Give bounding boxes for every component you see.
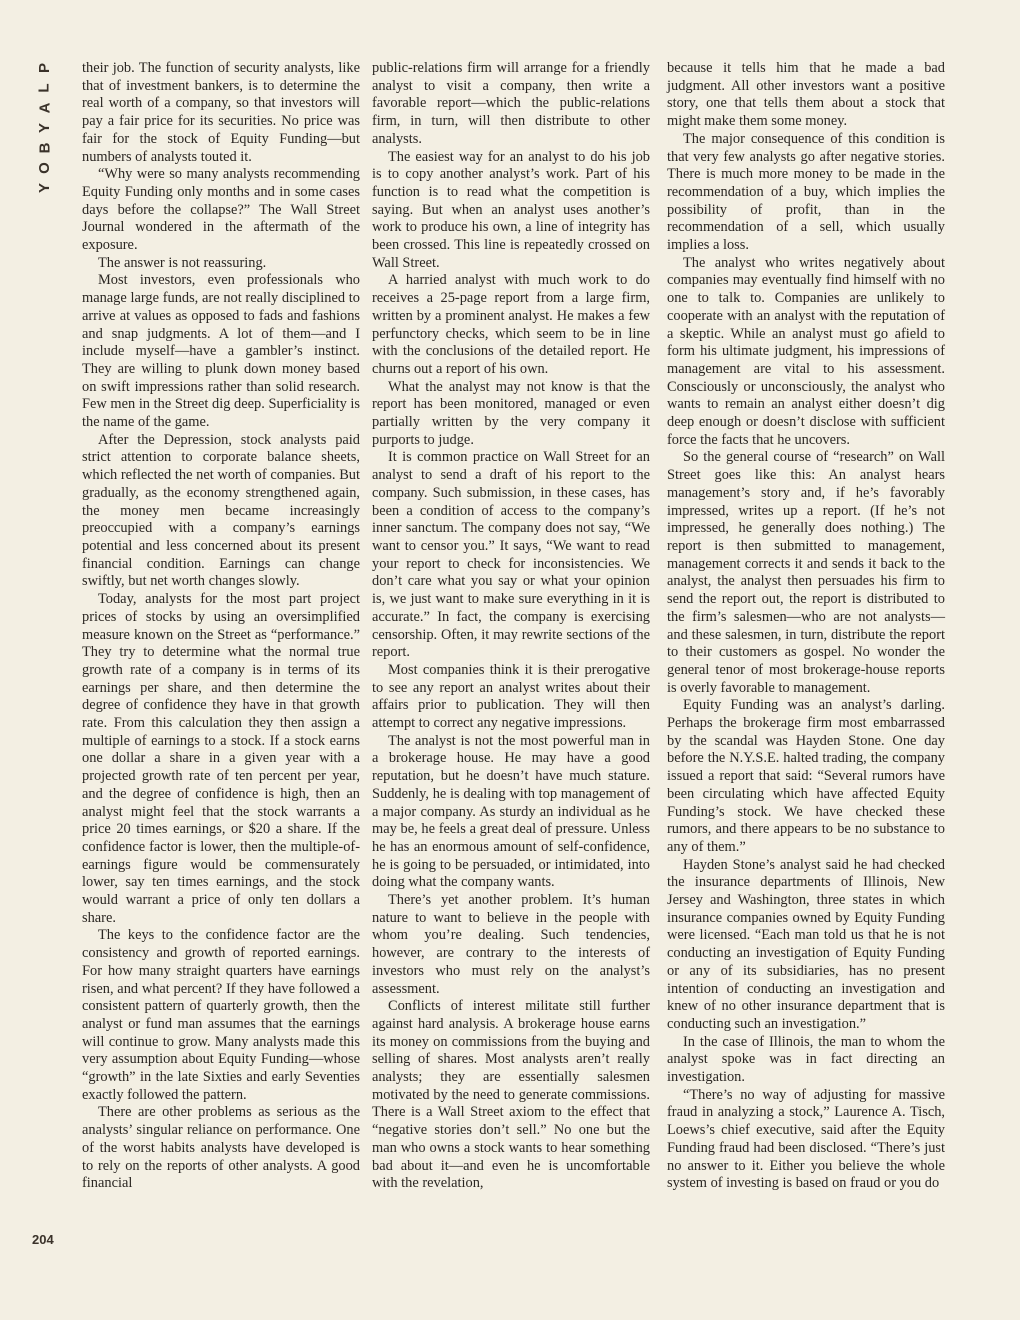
paragraph: The major consequence of this condition is that very few analysts go after negative stories. There is much more money to be made in the recommendation of a buy, which implies the possibility of profit, than in the recommendation of a sell, which usually implies a loss. [667, 130, 945, 254]
paragraph: There are other problems as serious as the analysts’ singular reliance on performance. One of the worst habits analysts have developed is to rely on the reports of other analysts. A good financial [82, 1104, 360, 1192]
paragraph: Most companies think it is their prerogative to see any report an analyst writes about their affairs prior to publication. They will then attempt to correct any negative impressions. [372, 661, 650, 732]
logo-letter: A [36, 102, 53, 114]
paragraph: Today, analysts for the most part project prices of stocks by using an oversimplified measure known on the Street as “performance.” They try to determine what the normal true growth rate of a company is in terms of its earnings per share, and then determine the degree of confidence they have in that growth rate. From this calculation they then assign a multiple of earnings to a stock. If a stock earns one dollar a share in a given year with a projected growth rate of ten percent per year, and the degree of confidence is high, then an analyst might feel that the stock warrants a price 20 times earnings, or $20 a share. If the confidence factor is lower, then the multiple-of-earnings figure would be commensurately lower, say ten times earnings, and the stock would warrant a price of only ten dollars a share. [82, 591, 360, 926]
paragraph: The answer is not reassuring. [98, 254, 267, 271]
paragraph: There’s yet another problem. It’s human nature to want to believe in the people with whom you’re dealing. Such tendencies, however, are contrary to the interests of investors who must rely on the analyst’s assessment. [372, 892, 650, 997]
magazine-logo-vertical [30, 58, 60, 198]
paragraph: A harried analyst with much work to do receives a 25-page report from a large firm, written by a prominent analyst. He makes a few perfunctory checks, which seem to be in line with the conclusions of the detailed report. He churns out a report of his own. [372, 272, 650, 377]
paragraph: What the analyst may not know is that the report has been monitored, managed or even partially written by the very company it purports to judge. [372, 378, 650, 448]
logo-letter: O [35, 162, 53, 174]
paragraph: their job. The function of security analysts, like that of investment bankers, is to determine the real worth of a company, so that investors will pay a fair price for its securities. No price was fair for the stock of Equity Funding—but numbers of analysts touted it. [82, 60, 360, 165]
paragraph: So the general course of “research” on Wall Street goes like this: An analyst hears management’s story and, if he’s favorably impressed, writes up a report. (If he’s not impressed, he generally does nothing.) The report is then submitted to management, management corrects it and sends it back to the analyst, the analyst then persuades his firm to send the report out, the report is distributed to the firm’s salesmen—who are not analysts—and these salesmen, in turn, distribute the report to their customers as gospel. No wonder the general tenor of most brokerage-house reports is overly favorable to management. [667, 449, 945, 696]
paragraph: Conflicts of interest militate still further against hard analysis. A brokerage house earns its money on commissions from the buying and selling of shares. Most analysts aren’t really analysts; they are essentially salesmen motivated by the need to generate commissions. There is a Wall Street axiom to the effect that “negative stories don’t sell.” No one but the man who owns a stock wants to hear something bad about it—and even he is uncomfortable with the revelation, [372, 998, 650, 1192]
paragraph: public-relations firm will arrange for a friendly analyst to visit a company, then write a favorable report—which the public-relations firm, in turn, will then distribute to other analysts. [372, 60, 650, 147]
logo-letter: B [36, 142, 53, 154]
paragraph: Most investors, even professionals who manage large funds, are not really disciplined to arrive at values as opposed to fads and fashions and snap judgments. A lot of them—and I include myself—have a gambler’s instinct. They are willing to plunk down money based on swift impressions rather than solid research. Few men in the Street dig deep. Superficiality is the name of the game. [82, 272, 360, 431]
paragraph: The keys to the confidence factor are the consistency and growth of reported earnings. For how many straight quarters have earnings risen, and what percent? If they have followed a consistent pattern of quarterly growth, then the analyst or fund man assumes that the earnings will continue to grow. Many analysts made this very assumption about Equity Funding—whose “growth” in the late Sixties and early Seventies exactly followed the pattern. [82, 927, 360, 1103]
text-column-1 [82, 60, 360, 1193]
paragraph: After the Depression, stock analysts paid strict attention to corporate balance sheets, which reflected the net worth of companies. But gradually, as the economy strengthened again, the money men became increasingly preoccupied with a company’s earnings potential and less concerned about its present financial condition. Earnings can change swiftly, but net worth changes slowly. [82, 431, 360, 590]
text-column-2 [372, 60, 650, 1193]
paragraph: In the case of Illinois, the man to whom the analyst spoke was in fact directing an investigation. [667, 1033, 945, 1086]
paragraph: because it tells him that he made a bad judgment. All other investors want a positive story, one that tells them about a stock that might make them some money. [667, 60, 945, 130]
paragraph: “Why were so many analysts recommending Equity Funding only months and in some cases days before the collapse?” The Wall Street Journal wondered in the aftermath of the exposure. [82, 166, 360, 254]
paragraph: It is common practice on Wall Street for an analyst to send a draft of his report to the company. Such submission, in these cases, has been a condition of access to the company’s inner sanctum. The company does not say, “We want to censor you.” It says, “We want to read your report to check for inconsistencies. We don’t care what you say or what your opinion is, we just want to make sure everything in it is accurate.” In fact, the company is exercising censorship. Often, it may rewrite sections of the report. [372, 449, 650, 661]
logo-letter: L [35, 83, 53, 93]
paragraph: The analyst is not the most powerful man in a brokerage house. He may have a good reputation, but he doesn’t have much stature. Suddenly, he is dealing with top management of a major company. As sturdy an individual as he may be, he feels a great deal of pressure. Unless he has an enormous amount of self-confidence, he is going to be persuaded, or intimidated, into doing what the company wants. [372, 732, 650, 891]
text-column-3 [667, 60, 945, 1193]
page-number: 204 [32, 1232, 54, 1247]
paragraph: The easiest way for an analyst to do his job is to copy another analyst’s work. Part of his function is to read what the competition is saying. But when an analyst uses another’s work to produce his own, a line of integrity has been crossed. This line is repeatedly crossed on Wall Street. [372, 148, 650, 271]
paragraph: “There’s no way of adjusting for massive fraud in analyzing a stock,” Laurence A. Tisch, Loews’s chief executive, said after the Equity Funding fraud had been disclosed. “There’s just no answer to it. Either you believe the whole system of investing is based on fraud or you do [667, 1086, 945, 1192]
paragraph: The analyst who writes negatively about companies may eventually find himself with no one to talk to. Companies are unlikely to cooperate with an analyst with the reputation of a skeptic. While an analyst must go afield to form his ultimate judgment, his impressions of management are vital to his assessment. Consciously or unconsciously, the analyst who wants to remain an analyst either doesn’t dig deep enough or doesn’t disclose with sufficient force the facts that he uncovers. [667, 254, 945, 448]
logo-letter: Y [35, 182, 53, 194]
paragraph: Hayden Stone’s analyst said he had checked the insurance departments of Illinois, New Jersey and Washington, three states in which insurance companies owned by Equity Funding were licensed. “Each man told us that he is not conducting an investigation of Equity Funding or any of its subsidiaries, has no present intention of conducting an investigation and knew of no other insurance department that is conducting such an investigation.” [667, 856, 945, 1032]
logo-letter: Y [35, 122, 53, 134]
logo-letter: P [35, 62, 53, 74]
paragraph: Equity Funding was an analyst’s darling. Perhaps the brokerage firm most embarrassed by the scandal was Hayden Stone. One day before the N.Y.S.E. halted trading, the company issued a report that said: “Several rumors have been circulating which have affected Equity Funding’s stock. We have checked these rumors, and there appears to be no substance to any of them.” [667, 697, 945, 855]
